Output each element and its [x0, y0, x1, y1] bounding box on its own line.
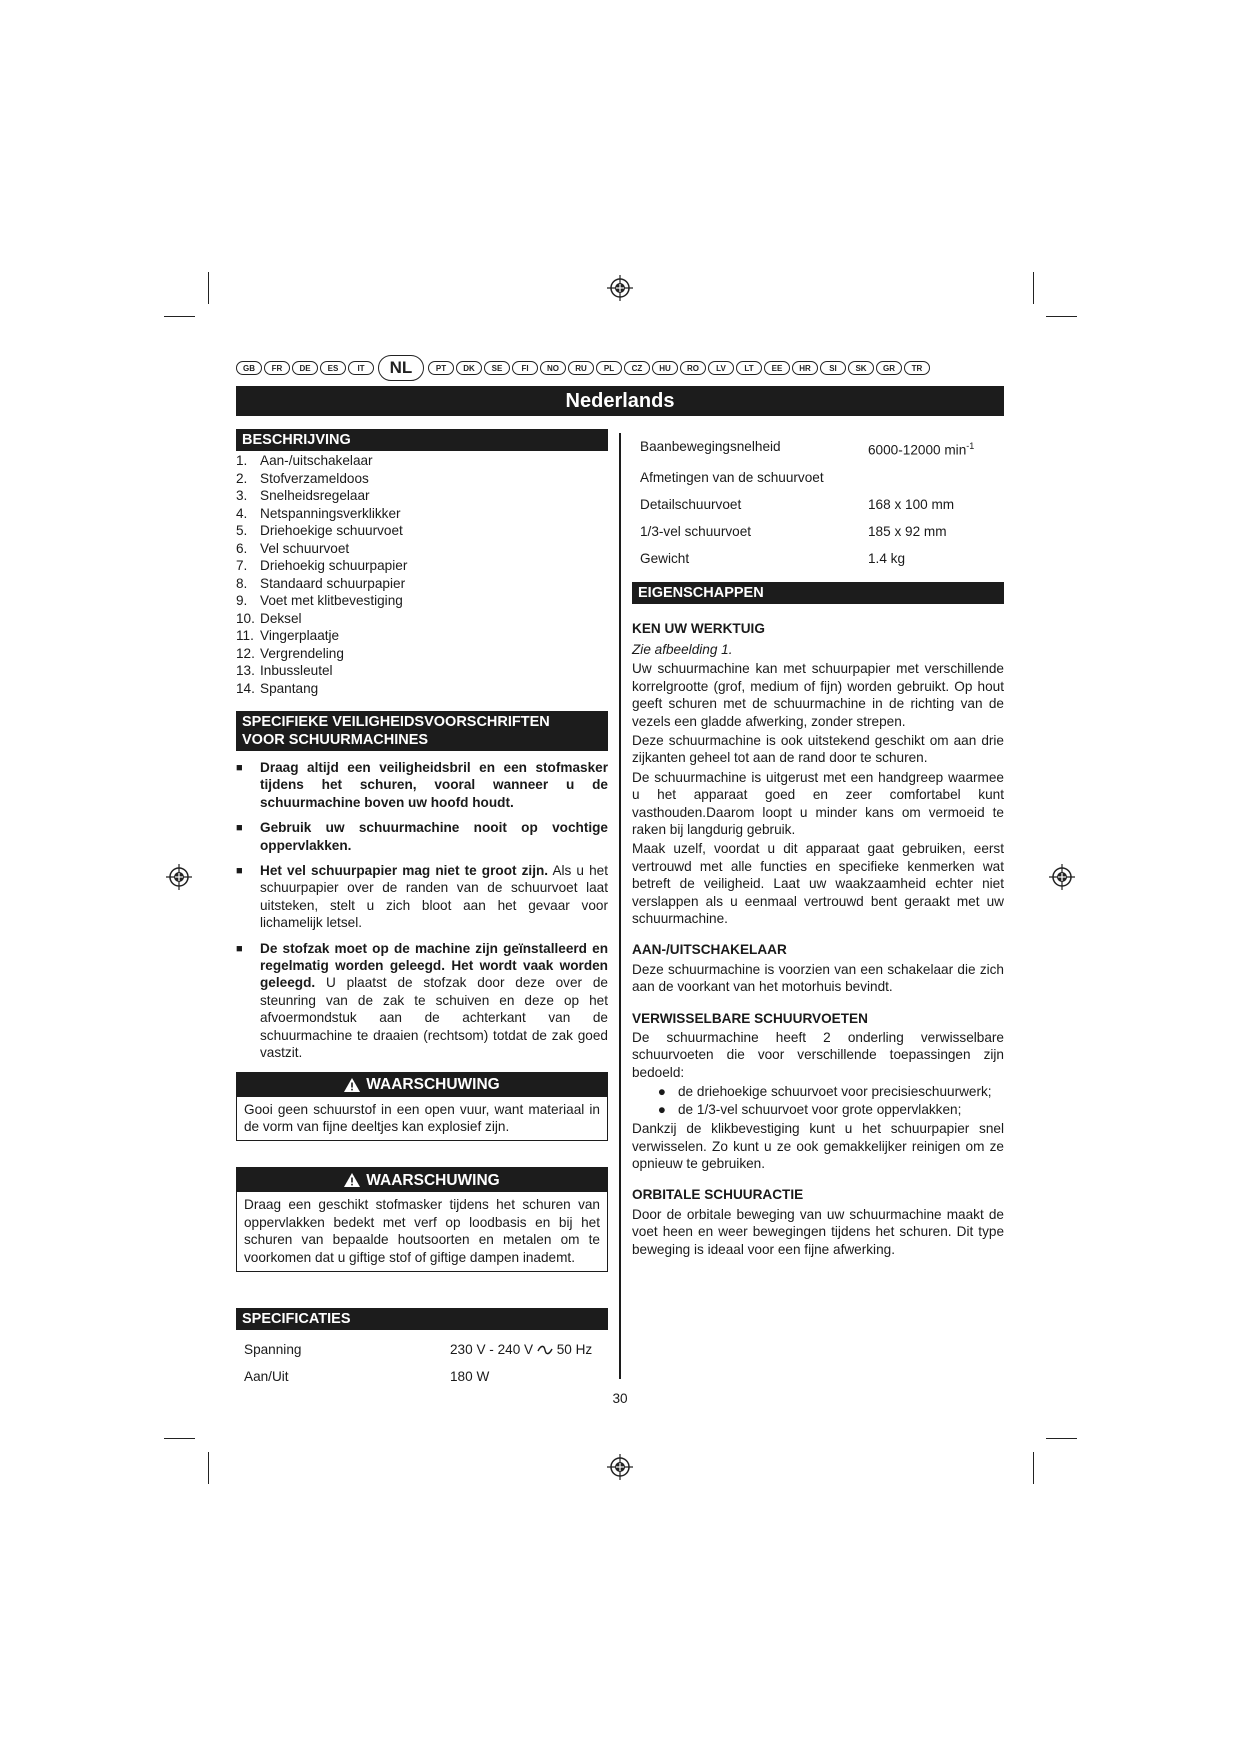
- language-bar: [236, 355, 1006, 381]
- sub-heading: KEN UW WERKTUIG: [632, 620, 765, 636]
- crop-mark: [208, 272, 209, 304]
- language-pill[interactable]: SE: [484, 361, 510, 375]
- section-heading: SPECIFICATIES: [236, 1308, 608, 1330]
- list-item: [236, 452, 608, 470]
- item-number: 7.: [236, 558, 248, 573]
- language-pill[interactable]: GR: [876, 361, 902, 375]
- spec-value: [442, 1336, 608, 1363]
- bullet-dot-icon: ●: [657, 1084, 666, 1100]
- list-item: [236, 470, 608, 488]
- language-pill[interactable]: TR: [904, 361, 930, 375]
- paragraph: De schuurmachine heeft 2 onderling verwisselbare schuurvoeten die voor verschillende toepassingen zijn bedoeld:: [632, 1030, 1004, 1080]
- language-pill[interactable]: HU: [652, 361, 678, 375]
- registration-mark-icon: [607, 275, 633, 301]
- list-item: [236, 575, 608, 593]
- spec-key: Detailschuurvoet: [640, 496, 742, 512]
- section-heading: BESCHRIJVING: [236, 429, 608, 451]
- spec-key: Aan/Uit: [244, 1368, 289, 1384]
- item-number: 11.: [236, 628, 254, 643]
- figure-reference: Zie afbeelding 1.: [632, 641, 733, 657]
- list-item: [236, 610, 608, 628]
- spec-value: [860, 464, 1004, 491]
- item-number: 12.: [236, 645, 255, 661]
- language-pill[interactable]: CZ: [624, 361, 650, 375]
- bullet-square-icon: ■: [236, 942, 243, 955]
- language-pill[interactable]: RU: [568, 361, 594, 375]
- language-pill[interactable]: LV: [708, 361, 734, 375]
- list-item: [236, 680, 608, 698]
- item-label: Stofverzameldoos: [260, 470, 369, 486]
- spec-key: 1/3-vel schuurvoet: [640, 523, 752, 539]
- crop-mark: [164, 1438, 195, 1439]
- bullet-bold-text: Het vel schuurpapier mag niet te groot zijn.: [260, 863, 549, 879]
- paragraph: Deze schuurmachine is ook uitstekend geschikt om aan drie zijkanten geheel tot aan de rand door te schuren.: [632, 732, 1004, 766]
- warning-text: Gooi geen schuurstof in een open vuur, want materiaal in de vorm van fijne deeltjes kan explosief zijn.: [244, 1101, 600, 1134]
- list-item: [236, 487, 608, 505]
- table-row: [236, 1363, 608, 1390]
- table-row: [632, 518, 1004, 545]
- sub-heading: VERWISSELBARE SCHUURVOETEN: [632, 1010, 868, 1026]
- spec-value-text: 50 Hz: [556, 1341, 593, 1357]
- table-row: [236, 1336, 608, 1363]
- item-label: Aan-/uitschakelaar: [260, 453, 373, 468]
- item-label: Inbussleutel: [260, 663, 333, 678]
- spec-value-text: 230 V - 240 V: [450, 1341, 534, 1357]
- bullet-square-icon: ■: [236, 822, 243, 835]
- page-title: Nederlands: [236, 386, 1004, 416]
- list-item: [236, 522, 608, 540]
- language-pill[interactable]: SI: [820, 361, 846, 375]
- language-pill[interactable]: PT: [428, 361, 454, 375]
- spec-key: Baanbewegingsnelheid: [640, 439, 781, 454]
- list-item: [632, 1101, 1004, 1118]
- item-label: Spantang: [260, 680, 319, 696]
- paragraph: Deze schuurmachine is voorzien van een schakelaar die zich aan de voorkant van het motorhuis bevindt.: [632, 961, 1004, 995]
- table-row: [632, 433, 1004, 464]
- sub-heading: AAN-/UITSCHAKELAAR: [632, 942, 787, 958]
- item-number: 1.: [236, 453, 248, 468]
- crop-mark: [164, 316, 195, 317]
- item-number: 13.: [236, 663, 255, 678]
- item-label: Netspanningsverklikker: [260, 505, 401, 521]
- language-pill[interactable]: EE: [764, 361, 790, 375]
- warning-box: [236, 1167, 608, 1272]
- item-label: Vel schuurvoet: [260, 540, 350, 556]
- item-number: 6.: [236, 540, 248, 556]
- bullet-text: U plaatst de stofzak door deze over de steunring van de zak te schuiven en deze op het afvoermondstuk aan de achterkant van de schuurmachine te draaien (rechtsom) totdat de zak goed vastzit.: [260, 975, 608, 1061]
- warning-header: [237, 1073, 607, 1097]
- item-number: 2.: [236, 470, 248, 486]
- list-item: [632, 1083, 1004, 1100]
- bullet-bold-text: Draag altijd een veiligheidsbril en een stofmasker tijdens het schuren, vooral wanneer u de schuurmachine boven uw hoofd houdt.: [260, 760, 608, 810]
- section-heading: [236, 711, 608, 751]
- warning-triangle-icon: [344, 1173, 360, 1187]
- crop-mark: [208, 1452, 209, 1484]
- warning-label: WAARSCHUWING: [366, 1171, 500, 1189]
- item-label: Vergrendeling: [260, 645, 344, 661]
- table-row: [632, 464, 1004, 491]
- warning-header: [237, 1168, 607, 1192]
- item-number: 14.: [236, 680, 255, 696]
- language-pill-active[interactable]: NL: [378, 355, 424, 381]
- spec-value-sup: -1: [966, 441, 975, 451]
- heading-line: VOOR SCHUURMACHINES: [242, 732, 429, 748]
- item-number: 9.: [236, 593, 248, 608]
- spec-table: [632, 433, 1004, 572]
- list-item: [236, 592, 608, 610]
- warning-box: [236, 1072, 608, 1142]
- spec-key: Gewicht: [640, 550, 690, 566]
- bullet-text: Als u het schuurpapier over de randen van de schuurvoet laat uitsteken, stelt u zich bloot aan het gevaar voor lichamelijk letsel.: [260, 863, 609, 931]
- crop-mark: [1033, 272, 1034, 304]
- list-item-text: de driehoekige schuurvoet voor precisieschuurwerk;: [678, 1084, 992, 1100]
- language-pill[interactable]: PL: [596, 361, 622, 375]
- spec-value: [860, 433, 1004, 464]
- warning-triangle-icon: [344, 1078, 360, 1092]
- left-column: [236, 429, 608, 1390]
- spec-key: Spanning: [244, 1341, 302, 1357]
- item-label: Snelheidsregelaar: [260, 488, 370, 503]
- table-row: [632, 545, 1004, 572]
- item-label: Deksel: [260, 610, 302, 626]
- spec-value: 180 W: [450, 1368, 490, 1384]
- list-item: [236, 862, 608, 932]
- paragraph: De schuurmachine is uitgerust met een handgreep waarmee u het apparaat goed en zeer comfortabel kunt vasthouden.Daarom loopt u minder kans om vermoeid te raken bij langdurig gebruik.: [632, 769, 1004, 837]
- list-item: [236, 645, 608, 663]
- list-item: [236, 662, 608, 680]
- crop-mark: [1046, 316, 1077, 317]
- language-pill[interactable]: LT: [736, 361, 762, 375]
- language-pill[interactable]: NO: [540, 361, 566, 375]
- language-pill[interactable]: FR: [264, 361, 290, 375]
- registration-mark-icon: [166, 864, 192, 890]
- crop-mark: [1046, 1438, 1077, 1439]
- description-list: [236, 452, 608, 697]
- table-row: [632, 491, 1004, 518]
- list-item: [236, 759, 608, 811]
- feet-list: [632, 1083, 1004, 1118]
- registration-mark-icon: [607, 1454, 633, 1480]
- item-number: 8.: [236, 575, 248, 591]
- column-divider: [619, 433, 621, 1379]
- language-pill[interactable]: SK: [848, 361, 874, 375]
- spec-value: 1.4 kg: [868, 550, 906, 566]
- language-pill[interactable]: HR: [792, 361, 818, 375]
- safety-list: [236, 759, 608, 1062]
- item-number: 5.: [236, 523, 248, 538]
- page-number: 30: [612, 1391, 628, 1406]
- list-item: [236, 940, 608, 1062]
- list-item: [236, 627, 608, 645]
- item-label: Driehoekig schuurpapier: [260, 558, 408, 573]
- item-number: 4.: [236, 505, 248, 521]
- item-number: 10.: [236, 610, 255, 626]
- list-item: [236, 557, 608, 575]
- spec-value: 185 x 92 mm: [868, 523, 947, 539]
- list-item: [236, 505, 608, 523]
- warning-text: Draag een geschikt stofmasker tijdens het schuren van oppervlakken bedekt met verf op loodbasis en bij het schuren van bepaalde houtsoorten en metalen om te voorkomen dat u giftige stof of giftige dampen inademt.: [244, 1197, 600, 1265]
- spec-key: Afmetingen van de schuurvoet: [640, 469, 824, 485]
- item-label: Voet met klitbevestiging: [260, 593, 403, 608]
- language-pill[interactable]: FI: [512, 361, 538, 375]
- item-label: Driehoekige schuurvoet: [260, 523, 403, 538]
- heading-line: SPECIFIEKE VEILIGHEIDSVOORSCHRIFTEN: [242, 714, 550, 730]
- spec-value: 168 x 100 mm: [868, 496, 955, 512]
- paragraph: Dankzij de klikbevestiging kunt u het schuurpapier snel verwisselen. Zo kunt u ze ook gemakkelijker reinigen om ze opnieuw te gebruiken.: [632, 1121, 1004, 1171]
- crop-mark: [1033, 1452, 1034, 1484]
- language-pill[interactable]: RO: [680, 361, 706, 375]
- ac-wave-icon: [537, 1345, 553, 1355]
- list-item: [236, 819, 608, 854]
- language-pill[interactable]: DK: [456, 361, 482, 375]
- item-label: Standaard schuurpapier: [260, 575, 406, 591]
- spec-table: [236, 1336, 608, 1390]
- spec-value-text: 6000-12000 min: [868, 442, 967, 458]
- paragraph: Maak uzelf, voordat u dit apparaat gaat gebruiken, eerst vertrouwd met alle functies en specifieke kenmerken wat betreft de veiligheid. Laat uw waakzaamheid echter niet verslappen als u eenmaal vertrouwd bent geraakt met uw schuurmachine.: [632, 841, 1004, 927]
- warning-label: WAARSCHUWING: [366, 1075, 500, 1093]
- section-heading: EIGENSCHAPPEN: [632, 582, 1004, 604]
- list-item: [236, 540, 608, 558]
- paragraph: Door de orbitale beweging van uw schuurmachine maakt de voet heen en weer bewegingen tijdens het schuren. Dit type beweging is ideaal voor een fijne afwerking.: [632, 1206, 1004, 1257]
- item-number: 3.: [236, 488, 248, 503]
- bullet-square-icon: ■: [236, 865, 243, 878]
- bullet-dot-icon: ●: [657, 1101, 666, 1117]
- bullet-bold-text: Gebruik uw schuurmachine nooit op vochtige oppervlakken.: [260, 820, 608, 853]
- language-pill[interactable]: ES: [320, 361, 346, 375]
- paragraph: Uw schuurmachine kan met schuurpapier met verschillende korrelgrootte (grof, medium of fijn) worden gebruikt. Op hout geeft schuren met de schuurmachine in de richting van de vezels een gladde afwerking, zonder strepen.: [632, 661, 1004, 729]
- bullet-bold-text: De stofzak moet op de machine zijn geïnstalleerd en regelmatig worden geleegd. Het wordt vaak worden geleegd.: [260, 940, 608, 991]
- language-pill[interactable]: GB: [236, 361, 262, 375]
- list-item-text: de 1/3-vel schuurvoet voor grote oppervlakken;: [678, 1101, 962, 1117]
- bullet-square-icon: ■: [236, 762, 243, 774]
- item-label: Vingerplaatje: [260, 628, 340, 643]
- language-pill[interactable]: DE: [292, 361, 318, 375]
- right-column: [632, 429, 1004, 1258]
- registration-mark-icon: [1049, 864, 1075, 890]
- language-pill[interactable]: IT: [348, 361, 374, 375]
- sub-heading: ORBITALE SCHUURACTIE: [632, 1187, 804, 1203]
